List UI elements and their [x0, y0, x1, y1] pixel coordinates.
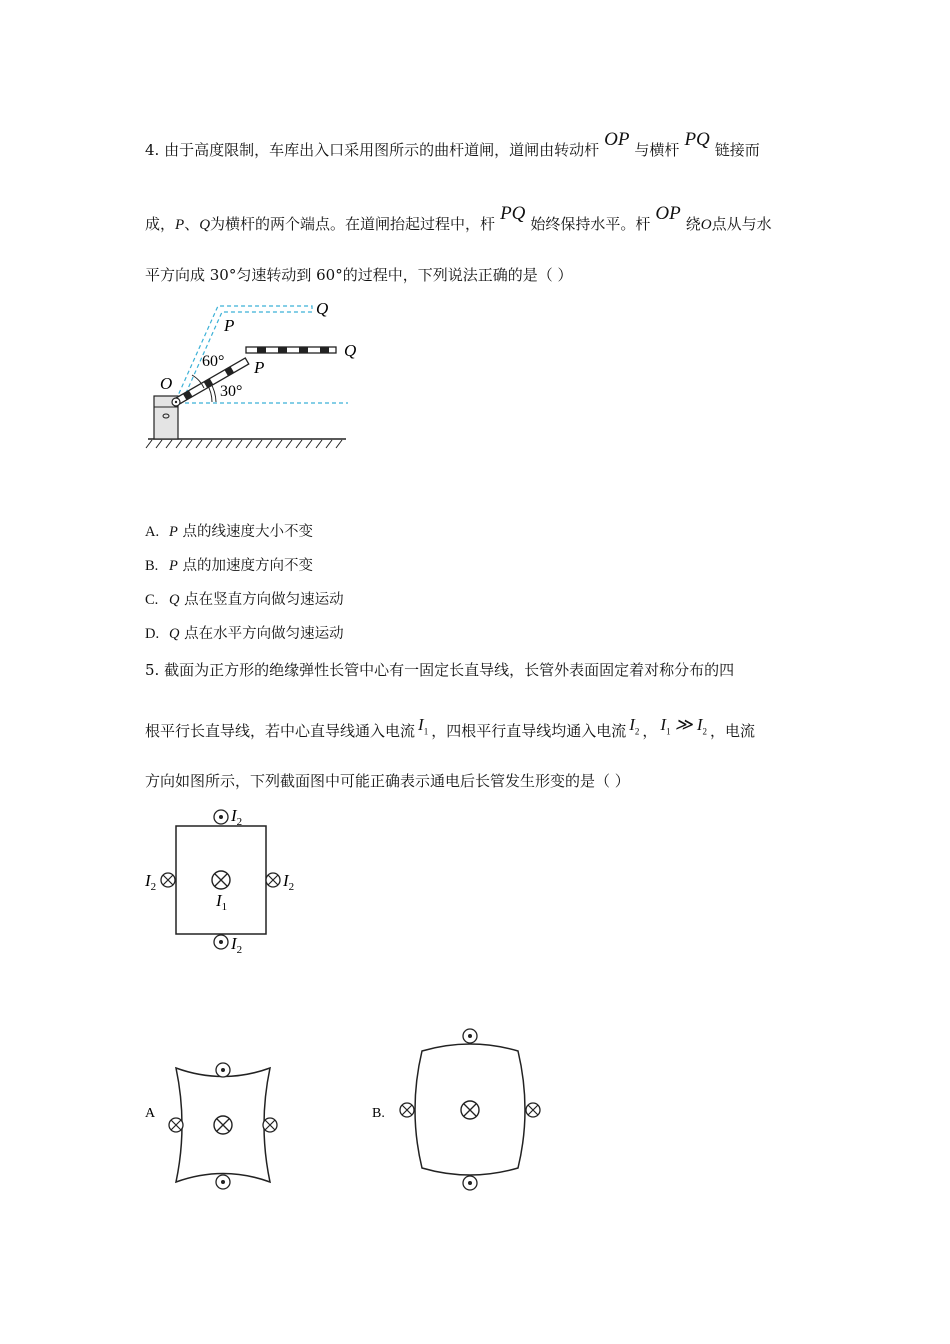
label-i2-bottom: $I_2$ — [231, 934, 243, 956]
label-30: 30° — [220, 383, 243, 400]
q5-line1: 5. 截面为正方形的绝缘弹性长管中心有一固定长直导线，长管外表面固定着对称分布的四 — [145, 661, 735, 679]
q4-option-a[interactable]: A. P 点的线速度大小不变 — [145, 524, 313, 540]
label-q: Q — [344, 341, 357, 360]
q4-option-b[interactable]: B. P 点的加速度方向不变 — [145, 558, 313, 574]
label-p-top: P — [224, 316, 235, 335]
q5-line3: 方向如图所示，下列截面图中可能正确表示通电后长管发生形变的是（ ） — [145, 772, 630, 790]
option-b-label: B. — [372, 1106, 385, 1121]
q4-option-d[interactable]: D. Q 点在水平方向做匀速运动 — [145, 626, 344, 642]
q5-line2: 根平行长直导线，若中心直导线通入电流 $I_1$ ，四根平行直导线均通入电流 $I_2$ ， $I_1$ ≫ $I_2$ ，电流 — [145, 715, 756, 740]
label-p: P — [254, 358, 265, 377]
q4-line2: 成，P、Q为横杆的两个端点。在道闸抬起过程中，杆 PQ 始终保持水平。杆 OP 绕O点从与水 — [145, 203, 772, 233]
label-o: O — [160, 374, 173, 393]
label-i2-left: $I_2$ — [145, 871, 157, 893]
label-i2-top: $I_2$ — [231, 806, 243, 828]
option-a-label: A — [145, 1106, 156, 1121]
q4-line3: 平方向成 30°匀速转动到 60°的过程中，下列说法正确的是（ ） — [145, 266, 573, 284]
q4-line1: 4. 由于高度限制，车库出入口采用图所示的曲杆道闸，道闸由转动杆 OP 与横杆 PQ 链接而 — [145, 129, 760, 159]
label-60: 60° — [202, 353, 225, 370]
label-q-top: Q — [316, 299, 329, 318]
label-i1: $I_1$ — [216, 891, 228, 913]
q4-option-c[interactable]: C. Q 点在竖直方向做匀速运动 — [145, 592, 344, 608]
label-i2-right: $I_2$ — [283, 871, 295, 893]
